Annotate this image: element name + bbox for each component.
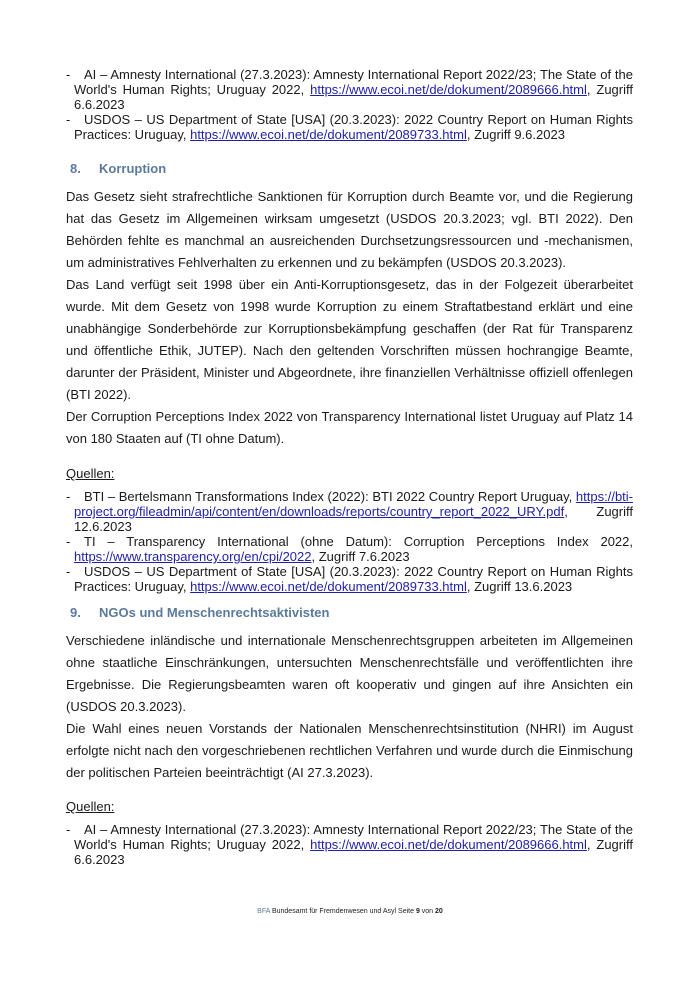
section-8-sources-list [66,489,633,594]
source-link[interactable]: https://www.ecoi.net/de/dokument/2089666.html [310,837,587,852]
section-9-heading [66,605,329,620]
source-access-date: , Zugriff 9.6.2023 [466,127,565,142]
footer-page-sep: von [419,908,436,915]
section-number: 8. [70,161,81,176]
section-title: Korruption [99,161,167,176]
source-link[interactable]: https://www.transparency.org/en/cpi/2022 [74,549,312,564]
paragraph: Das Land verfügt seit 1998 über ein Anti-Korruptionsgesetz, das in der Folgezeit überarbeitet wurde. Mit dem Gesetz von 1998 wurde Korruption zu einem Straftatbestand erklärt und eine unabhängige Sonderbehörde zur Korruptionsbekämpfung geschaffen (der Rat für Transparenz und öffentliche Ethik, JUTEP). Nach den geltenden Vorschriften müssen hochrangige Beamte, darunter der Präsident, Minister und Abgeordnete, ihre finanziellen Verhältnisse offiziell offenlegen (BTI 2022). [66,277,633,402]
page-number-current: 9 [415,908,420,915]
sources-label: Quellen: [66,466,115,481]
section-9-body [66,630,633,784]
list-marker: - [66,112,71,127]
list-marker: - [66,489,71,504]
source-access-date: , Zugriff 7.6.2023 [311,549,410,564]
source-text: USDOS – US Department of State [USA] (20.3.2023): 2022 Country Report on Human Rights Practices: Uruguay, [74,564,633,594]
source-access-date: , Zugriff 13.6.2023 [466,579,573,594]
source-item [66,67,633,112]
source-text: AI – Amnesty International (27.3.2023): Amnesty International Report 2022/23; The State of the World's Human Rights; Uruguay 2022, [74,822,633,852]
footer-org-name: Bundesamt für Fremdenwesen und Asyl Seite [270,908,416,915]
section-8-heading [66,161,166,176]
source-link[interactable]: https://www.ecoi.net/de/dokument/2089733.html [190,579,467,594]
source-access-date: , Zugriff 6.6.2023 [74,82,633,112]
source-item [66,489,633,534]
page-footer [0,908,700,915]
source-text: USDOS – US Department of State [USA] (20.3.2023): 2022 Country Report on Human Rights Practices: Uruguay, [74,112,633,142]
list-marker: - [66,564,71,579]
bfa-logo-text: BFA [257,908,271,915]
source-text: BTI – Bertelsmann Transformations Index (2022): BTI 2022 Country Report Uruguay, [84,489,576,504]
source-link[interactable]: https://www.ecoi.net/de/dokument/2089666.html [310,82,587,97]
paragraph: Die Wahl eines neuen Vorstands der Nationalen Menschenrechtsinstitution (NHRI) im August erfolgte nicht nach den vorgeschriebenen rechtlichen Verfahren und wurde durch die Einmischung der politischen Parteien beeinträchtigt (AI 27.3.2023). [66,721,633,780]
list-marker: - [66,822,71,837]
source-text: TI – Transparency International (ohne Datum): Corruption Perceptions Index 2022, [84,534,633,549]
section-title: NGOs und Menschenrechtsaktivisten [99,605,330,620]
source-text: AI – Amnesty International (27.3.2023): Amnesty International Report 2022/23; The State of the World's Human Rights; Uruguay 2022, [74,67,633,97]
paragraph: Verschiedene inländische und internationale Menschenrechtsgruppen arbeiteten im Allgemeinen ohne staatliche Einschränkungen, untersuchten Menschenrechtsfälle und veröffentlichten ihre Ergebnisse. Die Regierungsbeamten waren oft kooperativ und gingen auf ihre Ansichten ein (USDOS 20.3.2023). [66,633,633,714]
sources-label: Quellen: [66,799,115,814]
section-9-sources-list [66,822,633,867]
source-item [66,112,633,142]
section-8-body [66,186,633,450]
list-marker: - [66,67,71,82]
source-item [66,564,633,594]
source-access-date: , Zugriff 12.6.2023 [74,504,633,534]
page-number-total: 20 [435,908,443,915]
source-link[interactable]: https://www.ecoi.net/de/dokument/2089733.html [190,127,467,142]
source-access-date: , Zugriff 6.6.2023 [74,837,633,867]
section-number: 9. [70,605,81,620]
source-item [66,822,633,867]
paragraph: Der Corruption Perceptions Index 2022 von Transparency International listet Uruguay auf Platz 14 von 180 Staaten auf (TI ohne Datum). [66,409,633,446]
paragraph: Das Gesetz sieht strafrechtliche Sanktionen für Korruption durch Beamte vor, und die Regierung hat das Gesetz im Allgemeinen wirksam umgesetzt (USDOS 20.3.2023; vgl. BTI 2022). Den Behörden fehlte es manchmal an ausreichenden Durchsetzungsressourcen und -mechanismen, um administratives Fehlverhalten zu erkennen und zu bekämpfen (USDOS 20.3.2023). [66,189,633,270]
source-link[interactable]: https://bti-project.org/fileadmin/api/content/en/downloads/reports/country_report_2022_URY.pdf [74,489,633,519]
list-marker: - [66,534,71,549]
source-item [66,534,633,564]
top-sources-list [66,67,633,142]
